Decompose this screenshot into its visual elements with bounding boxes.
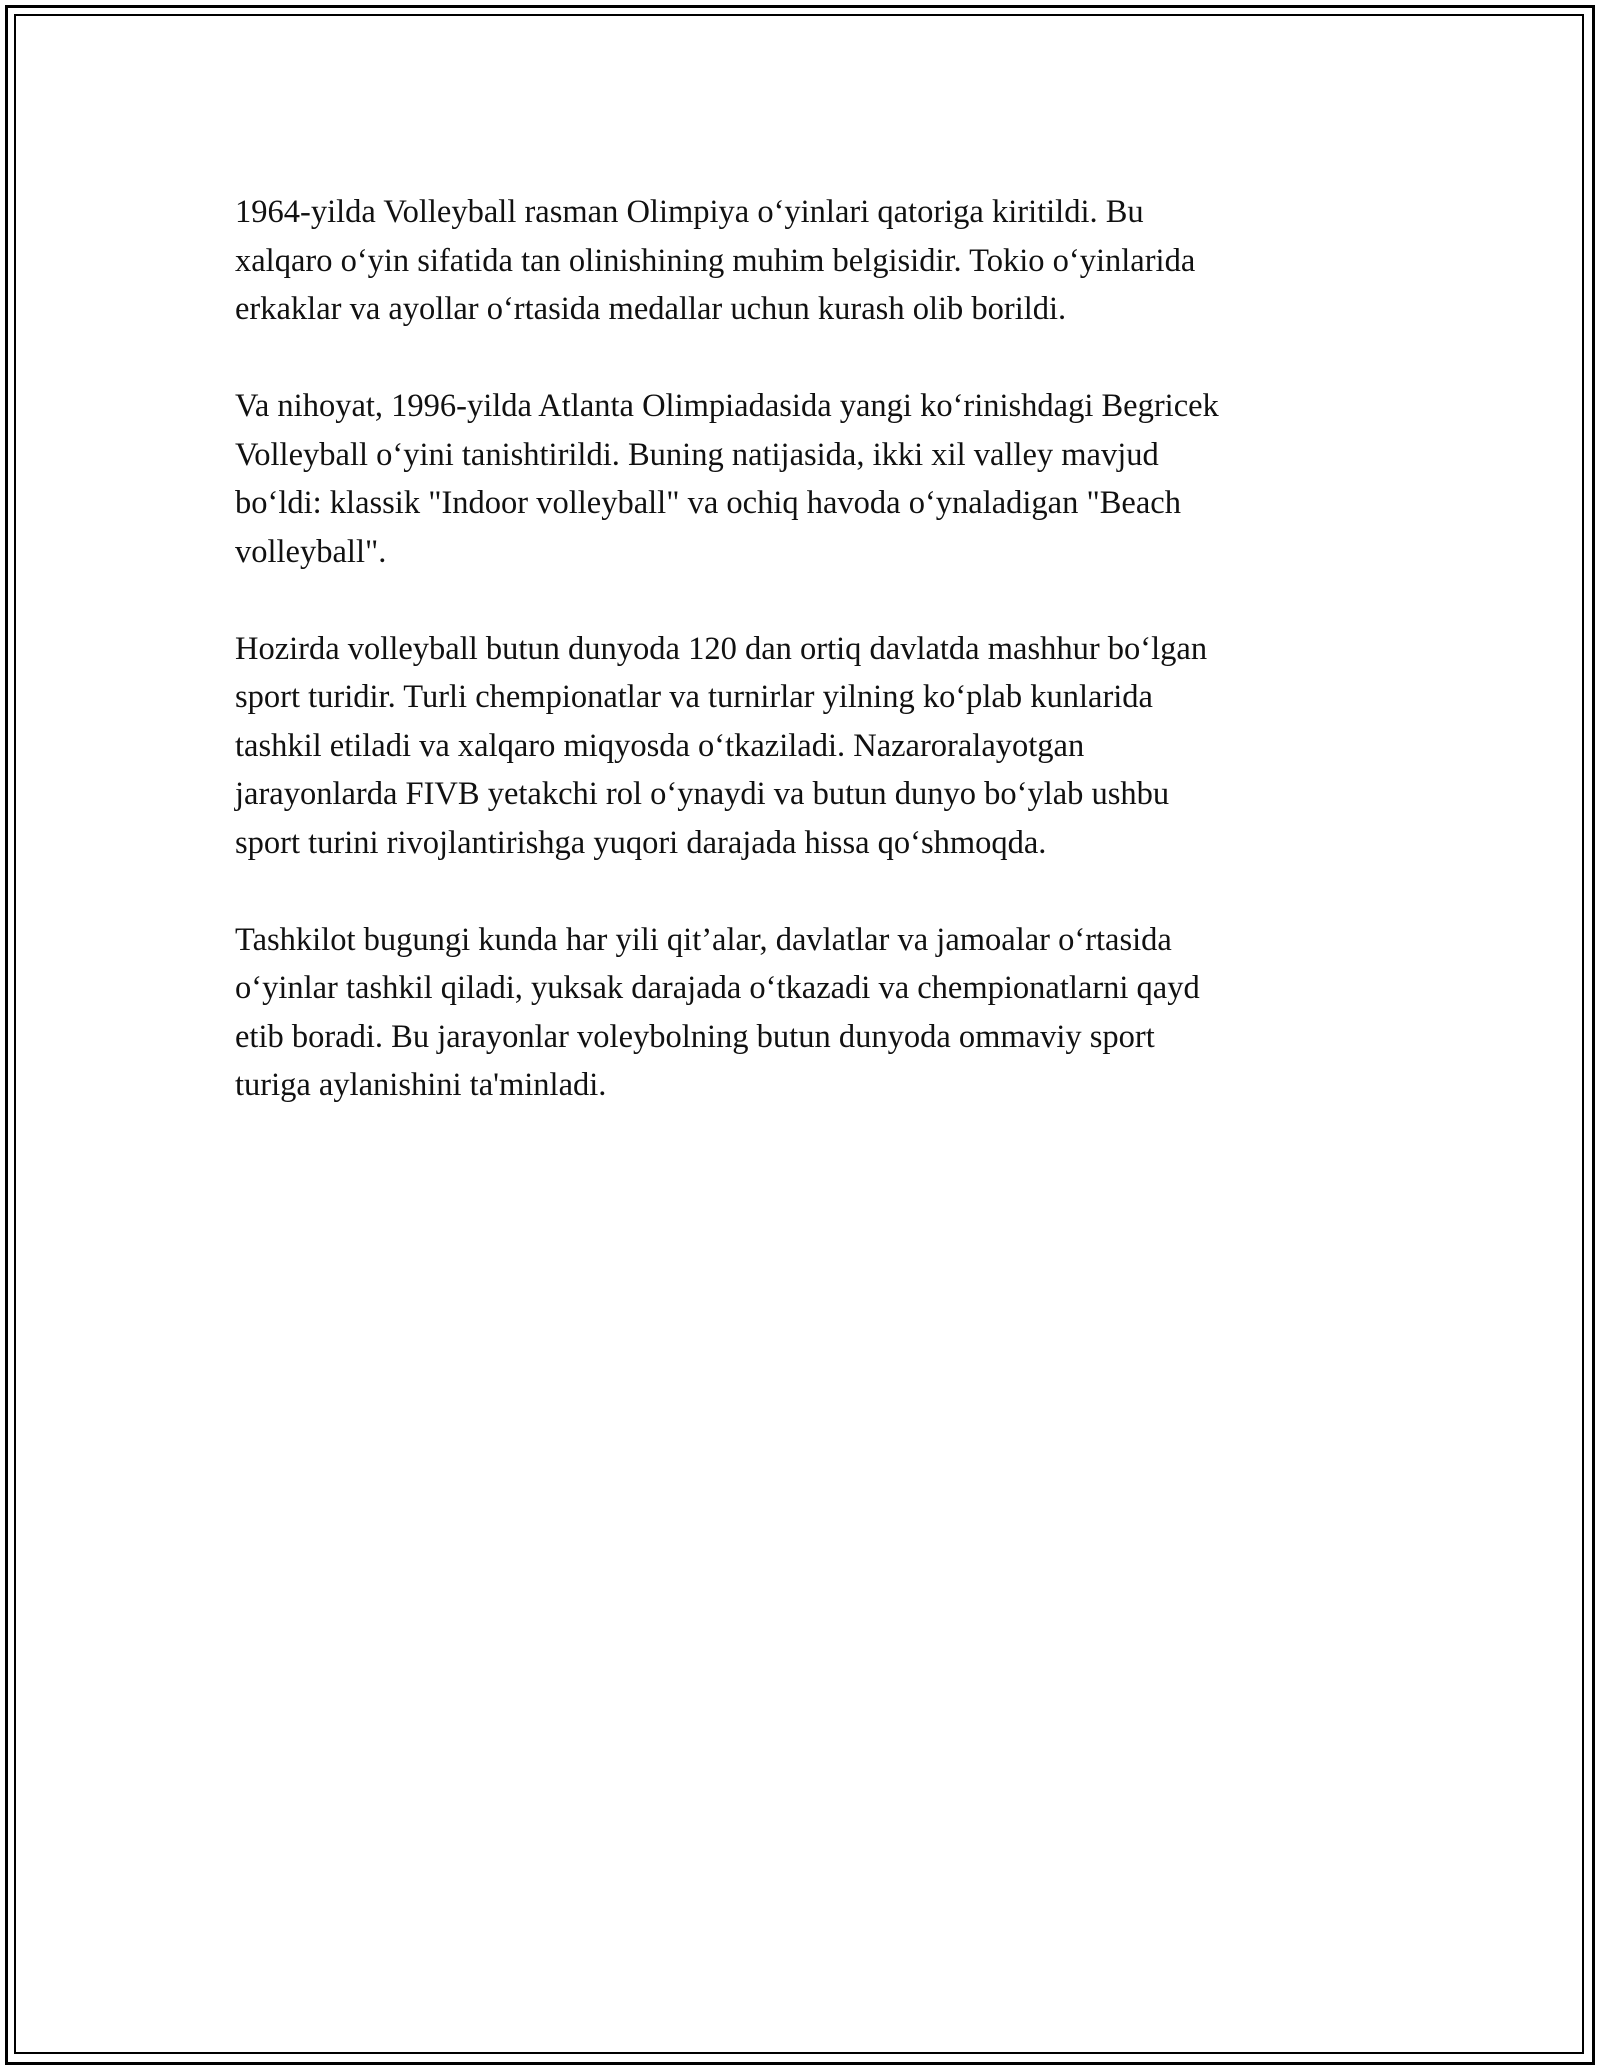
text-line: erkaklar va ayollar o‘rtasida medallar uchun kurash olib borildi. [235, 291, 1067, 327]
paragraph-worldwide-popularity [235, 625, 1365, 868]
text-line: Va nihoyat, 1996-yilda Atlanta Olimpiadasida yangi ko‘rinishdagi Begricek [235, 388, 1219, 424]
text-line: sport turini rivojlantirishga yuqori darajada hissa qo‘shmoqda. [235, 824, 1047, 861]
text-line: Tashkilot bugungi kunda har yili qit’alar, davlatlar va jamoalar o‘rtasida [235, 921, 1172, 958]
text-line: turiga aylanishini ta'minladi. [235, 1067, 607, 1103]
document-body [235, 188, 1365, 1158]
text-line: Hozirda volleyball butun dunyoda 120 dan ortiq davlatda mashhur bo‘lgan [235, 630, 1208, 667]
paragraph-atlanta-1996 [235, 382, 1365, 576]
text-line: Volleyball o‘yini tanishtirildi. Buning natijasida, ikki xil valley mavjud [235, 436, 1159, 473]
text-line: bo‘ldi: klassik "Indoor volleyball" va ochiq havoda o‘ynaladigan "Beach [235, 485, 1181, 521]
text-line: o‘yinlar tashkil qiladi, yuksak darajada o‘tkazadi va chempionatlarni qayd [235, 970, 1200, 1006]
text-line: volleyball". [235, 533, 387, 570]
text-line: tashkil etiladi va xalqaro miqyosda o‘tkaziladi. Nazaroralayotgan [235, 727, 1085, 764]
text-line: sport turidir. Turli chempionatlar va turnirlar yilning ko‘plab kunlarida [235, 679, 1153, 715]
text-line: 1964-yilda Volleyball rasman Olimpiya o‘yinlari qatoriga kiritildi. Bu [235, 194, 1144, 230]
paragraph-olympics-1964 [235, 188, 1365, 334]
text-line: etib boradi. Bu jarayonlar voleybolning butun dunyoda ommaviy sport [235, 1018, 1155, 1055]
text-line: xalqaro o‘yin sifatida tan olinishining muhim belgisidir. Tokio o‘yinlarida [235, 242, 1196, 279]
paragraph-organization-today [235, 916, 1365, 1110]
text-line: jarayonlarda FIVB yetakchi rol o‘ynaydi va butun dunyo bo‘ylab ushbu [235, 776, 1170, 812]
